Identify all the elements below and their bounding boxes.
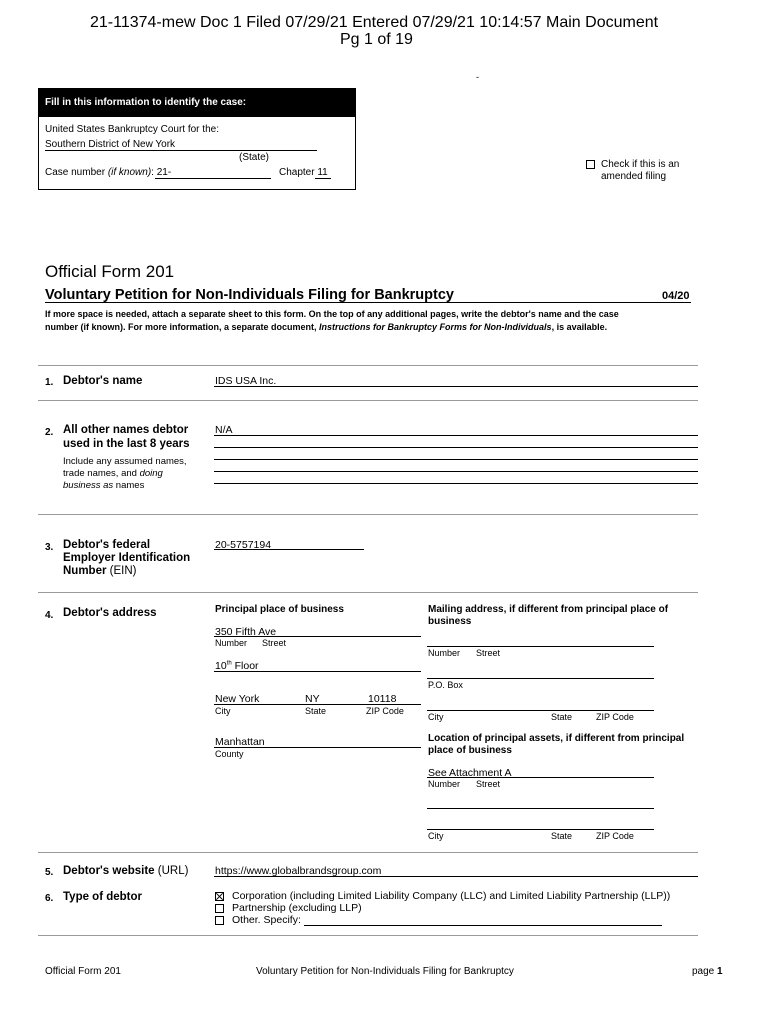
stray-mark: -	[476, 72, 479, 82]
mailing-street-field[interactable]	[427, 646, 654, 647]
q3-number: 3.	[45, 542, 54, 553]
principal-heading: Principal place of business	[215, 604, 344, 615]
assets-city-field[interactable]	[427, 829, 654, 830]
q3-label-3a: Number	[63, 565, 107, 577]
mailing-heading-1: Mailing address, if different from principal place of	[428, 604, 669, 615]
partnership-option-label: Partnership (excluding LLP)	[232, 902, 362, 914]
form-title: Official Form 201	[45, 262, 175, 281]
assets-heading-2: place of business	[428, 745, 512, 756]
principal-zip-field[interactable]: 10118	[368, 693, 397, 705]
corporation-checkbox[interactable]	[215, 892, 224, 901]
footer-title: Voluntary Petition for Non-Individuals Filing for Bankruptcy	[256, 966, 514, 977]
mailing-state-label: State	[551, 712, 573, 722]
assets-street-line	[427, 777, 654, 778]
section-divider	[38, 514, 698, 515]
q4-number: 4.	[45, 610, 54, 621]
county-field[interactable]: Manhattan	[215, 736, 265, 748]
principal-street-line	[214, 636, 421, 637]
court-label: United States Bankruptcy Court for the:	[45, 124, 219, 135]
assets-number-label: Number	[428, 779, 461, 789]
principal-state-label: State	[305, 706, 327, 716]
assets-line2-field[interactable]	[427, 808, 654, 809]
section-divider	[38, 592, 698, 593]
instructions-line-1: If more space is needed, attach a separate sheet to this form. On the top of any additional pages, write the debtor's name and the case	[45, 309, 619, 319]
q2-line	[214, 471, 698, 472]
form-version: 04/20	[662, 290, 690, 302]
docket-page: Pg 1 of 19	[340, 31, 413, 48]
q2-help-3a: business as	[63, 480, 114, 491]
q1-number: 1.	[45, 377, 54, 388]
q6-label: Type of debtor	[63, 891, 143, 903]
section-divider	[38, 365, 698, 366]
principal-city-label: City	[215, 706, 231, 716]
principal-city-field[interactable]: New York	[215, 693, 260, 705]
state-label: (State)	[239, 152, 270, 163]
footer-page	[692, 966, 723, 977]
other-option-label: Other. Specify:	[232, 914, 301, 926]
website-field[interactable]: https://www.globalbrandsgroup.com	[215, 865, 382, 877]
assets-state-label: State	[551, 831, 573, 841]
partnership-checkbox[interactable]	[215, 904, 224, 913]
q2-label-1: All other names debtor	[63, 424, 189, 436]
q2-line	[214, 435, 698, 436]
pobox-label: P.O. Box	[428, 680, 463, 690]
principal-line2-num: 10	[215, 660, 227, 672]
chapter-group	[279, 167, 328, 178]
footer-page-label: page	[692, 966, 715, 977]
assets-zip-label: ZIP Code	[596, 831, 634, 841]
q2-help-1: Include any assumed names,	[63, 456, 187, 467]
principal-street-label: Street	[262, 638, 287, 648]
corporation-option-label: Corporation (including Limited Liability Company (LLC) and Limited Liability Partnership (LLP))	[232, 890, 671, 902]
q2-line	[214, 447, 698, 448]
title-rule	[45, 302, 691, 303]
case-number-value: 21-	[156, 167, 172, 178]
chapter-label: Chapter	[279, 167, 315, 178]
case-number-label: Case number	[45, 167, 106, 178]
assets-heading-1: Location of principal assets, if different from principal	[428, 733, 685, 744]
amended-label-2: amended filing	[601, 171, 667, 182]
principal-line2-rest: Floor	[231, 660, 259, 672]
section-divider	[38, 852, 698, 853]
principal-line2-sup: th	[226, 660, 232, 667]
county-line	[214, 747, 421, 748]
assets-street-field[interactable]: See Attachment A	[428, 767, 512, 779]
q1-label: Debtor's name	[63, 375, 143, 387]
q5-number: 5.	[45, 867, 54, 878]
case-info-box	[38, 88, 356, 190]
assets-street-label: Street	[476, 779, 501, 789]
q2-help-3b: names	[113, 480, 145, 491]
instructions-2a: number (if known). For more information, a separate document,	[45, 322, 320, 332]
assets-city-label: City	[428, 831, 444, 841]
section-divider	[38, 400, 698, 401]
mailing-zip-label: ZIP Code	[596, 712, 634, 722]
mailing-city-label: City	[428, 712, 444, 722]
instructions-2c: , is available.	[551, 322, 608, 332]
principal-number-label: Number	[215, 638, 248, 648]
q3-label-3b: (EIN)	[106, 565, 137, 577]
case-number-line	[155, 178, 271, 179]
case-number-label-group: Case number (if known): 21-	[45, 167, 172, 178]
mailing-street-label: Street	[476, 648, 501, 658]
mailing-pobox-field[interactable]	[427, 678, 654, 679]
q4-label: Debtor's address	[63, 607, 157, 619]
q3-line	[214, 549, 364, 550]
q3-label-3	[63, 565, 136, 577]
county-label: County	[215, 749, 244, 759]
mailing-number-label: Number	[428, 648, 461, 658]
chapter-value: 11	[317, 167, 328, 178]
district-line	[45, 150, 317, 151]
ein-field[interactable]: 20-5757194	[215, 539, 272, 551]
mailing-heading-2: business	[428, 616, 472, 627]
q1-line	[214, 386, 698, 387]
district-value: Southern District of New York	[45, 139, 176, 150]
q5-label-b: (URL)	[154, 865, 189, 877]
debtor-name-field[interactable]: IDS USA Inc.	[215, 375, 277, 387]
q3-label-2: Employer Identification	[63, 552, 191, 564]
q5-line	[214, 876, 698, 877]
footer-form-name: Official Form 201	[45, 966, 121, 977]
q2-number: 2.	[45, 427, 54, 438]
q2-help-2a: trade names, and	[63, 468, 140, 479]
q2-line	[214, 483, 698, 484]
q6-number: 6.	[45, 893, 54, 904]
if-known-label: (if known)	[107, 167, 152, 178]
amended-checkbox[interactable]	[586, 160, 595, 169]
q2-help-2	[63, 468, 163, 479]
other-checkbox[interactable]	[215, 916, 224, 925]
principal-line2-line	[214, 671, 421, 672]
principal-state-field[interactable]: NY	[305, 693, 320, 705]
q2-help-2b: doing	[139, 468, 163, 479]
instructions-line-2	[45, 322, 607, 332]
footer-page-number: 1	[717, 966, 723, 977]
docket-line: 21-11374-mew Doc 1 Filed 07/29/21 Entered 07/29/21 10:14:57 Main Document	[90, 14, 659, 31]
instructions-2b: Instructions for Bankruptcy Forms for Non-Individuals	[319, 322, 552, 332]
q2-label-2: used in the last 8 years	[63, 438, 190, 450]
form-subtitle: Voluntary Petition for Non-Individuals Filing for Bankruptcy	[45, 287, 454, 303]
q3-label-1: Debtor's federal	[63, 539, 151, 551]
q5-label-a: Debtor's website	[63, 865, 155, 877]
amended-label-1: Check if this is an	[601, 159, 680, 170]
case-box-header: Fill in this information to identify the case:	[39, 89, 355, 117]
other-names-field[interactable]: N/A	[215, 424, 233, 436]
chapter-line	[315, 178, 331, 179]
q5-label	[63, 865, 188, 877]
q2-help-3	[63, 480, 144, 491]
section-divider	[38, 935, 698, 936]
principal-zip-label: ZIP Code	[366, 706, 404, 716]
other-specify-field[interactable]	[304, 925, 662, 926]
principal-city-line	[214, 704, 421, 705]
mailing-city-field[interactable]	[427, 710, 654, 711]
principal-street-field[interactable]: 350 Fifth Ave	[215, 626, 277, 638]
q2-line	[214, 459, 698, 460]
